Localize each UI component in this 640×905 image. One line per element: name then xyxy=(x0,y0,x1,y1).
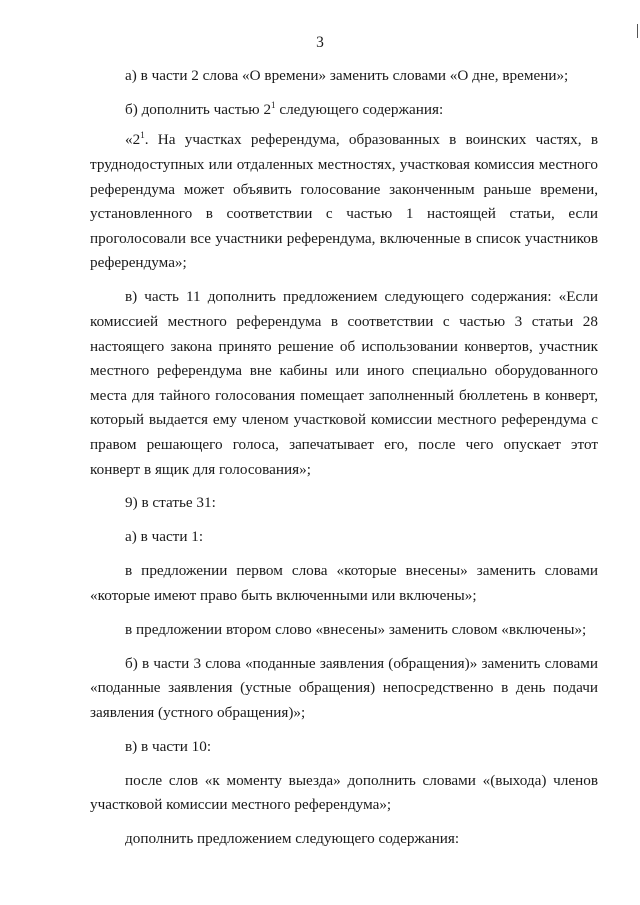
paragraph-2-superscript: 1 xyxy=(271,99,276,110)
paragraph-10: в) в части 10: xyxy=(125,737,212,755)
page-edge-mark xyxy=(637,24,638,38)
paragraph-3-superscript: 1 xyxy=(140,130,145,141)
paragraph-3-text-end: . На участках референдума, образованных в воинских частях, в труднодоступных или отдаленных местностях, участковая комиссия местного референдума может объявить голосование законченным раньше времени, установленного в соответствии с частью 1 настоящей статьи, если проголосовали все участники референдума, включенные в список участников референдума»; xyxy=(90,131,598,272)
paragraph-7: в предложении первом слова «которые внесены» заменить словами «которые имеют право быть включенными или включены»; xyxy=(90,562,598,604)
paragraph-3-text: «2 xyxy=(125,131,141,149)
paragraph-3 xyxy=(90,128,598,276)
paragraph-5: 9) в статье 31: xyxy=(125,494,216,512)
paragraph-8: в предложении втором слово «внесены» заменить словом «включены»; xyxy=(125,620,587,638)
document-body xyxy=(90,64,598,861)
paragraph-12: дополнить предложением следующего содержания: xyxy=(125,830,460,847)
paragraph-2 xyxy=(90,98,598,123)
paragraph-2-text: б) дополнить частью 2 xyxy=(125,100,272,118)
paragraph-9: б) в части 3 слова «поданные заявления (обращения)» заменить словами «поданные заявления (устные обращения) непосредственно в день подачи заявления (устного обращения)»; xyxy=(90,654,598,721)
paragraph-2-text-end: следующего содержания: xyxy=(275,100,444,118)
paragraph-11: после слов «к моменту выезда» дополнить словами «(выхода) членов участковой комиссии местного референдума»; xyxy=(90,771,598,814)
paragraph-4: в) часть 11 дополнить предложением следующего содержания: «Если комиссией местного референдума в соответствии с частью 3 статьи 28 настоящего закона принято решение об использовании конвертов, участник местного референдума вне кабины или иного специально оборудованного места для тайного голосования помещает заполненный бюллетень в конверт, который выдается ему членом участковой комиссии местного референдума с правом решающего голоса, запечатывает его, после чего опускает этот конверт в ящик для голосования»; xyxy=(90,288,598,478)
page-number: 3 xyxy=(316,34,324,51)
paragraph-6: а) в части 1: xyxy=(125,528,204,546)
paragraph-1: а) в части 2 слова «О времени» заменить словами «О дне, времени»; xyxy=(125,67,569,84)
